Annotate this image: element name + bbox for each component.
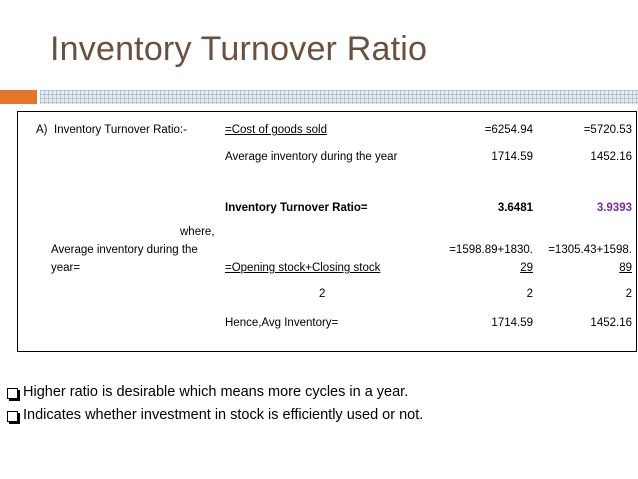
stock-sum-2-line1: =1305.43+1598. bbox=[548, 244, 632, 256]
where-label: where, bbox=[180, 226, 215, 238]
title-grid-bar bbox=[40, 90, 638, 104]
checkbox-bullet-icon bbox=[7, 388, 18, 399]
checkbox-bullet-icon bbox=[7, 411, 18, 422]
bullet-list bbox=[7, 381, 423, 427]
opening-closing-stock: =Opening stock+Closing stock bbox=[225, 262, 381, 274]
stock-sum-1-line2: 29 bbox=[520, 262, 533, 274]
itr-result-label: Inventory Turnover Ratio= bbox=[225, 202, 368, 214]
avg-definition-line2: year= bbox=[51, 262, 81, 274]
avg-inventory-label: Average inventory during the year bbox=[225, 151, 398, 163]
bullet-text: Indicates whether investment in stock is efficiently used or not. bbox=[23, 407, 424, 423]
item-label-a: A) bbox=[36, 124, 48, 136]
divisor-value-1: 2 bbox=[526, 288, 533, 300]
avg-inventory-value-2: 1452.16 bbox=[590, 151, 632, 163]
hence-avg-value-1: 1714.59 bbox=[491, 317, 533, 329]
bullet-text: Higher ratio is desirable which means more cycles in a year. bbox=[23, 384, 409, 400]
title-accent-bar bbox=[0, 90, 37, 104]
ratio-heading: Inventory Turnover Ratio:- bbox=[54, 124, 187, 136]
bullet-item bbox=[7, 404, 423, 427]
itr-result-value-1: 3.6481 bbox=[497, 202, 533, 214]
hence-avg-label: Hence,Avg Inventory= bbox=[225, 317, 339, 329]
stock-sum-2-line2: 89 bbox=[619, 262, 632, 274]
cogs-label: =Cost of goods sold bbox=[225, 124, 327, 136]
divisor-label: 2 bbox=[319, 288, 326, 300]
stock-sum-1-line1: =1598.89+1830. bbox=[449, 244, 533, 256]
itr-result-value-2: 3.9393 bbox=[596, 202, 632, 214]
slide-title: Inventory Turnover Ratio bbox=[50, 30, 428, 68]
calculation-panel bbox=[17, 111, 637, 352]
divisor-value-2: 2 bbox=[625, 288, 632, 300]
cogs-value-2: =5720.53 bbox=[583, 124, 632, 136]
bullet-item bbox=[7, 381, 423, 404]
avg-inventory-value-1: 1714.59 bbox=[491, 151, 533, 163]
hence-avg-value-2: 1452.16 bbox=[590, 317, 632, 329]
cogs-value-1: =6254.94 bbox=[484, 124, 533, 136]
avg-definition-line1: Average inventory during the bbox=[51, 244, 198, 256]
